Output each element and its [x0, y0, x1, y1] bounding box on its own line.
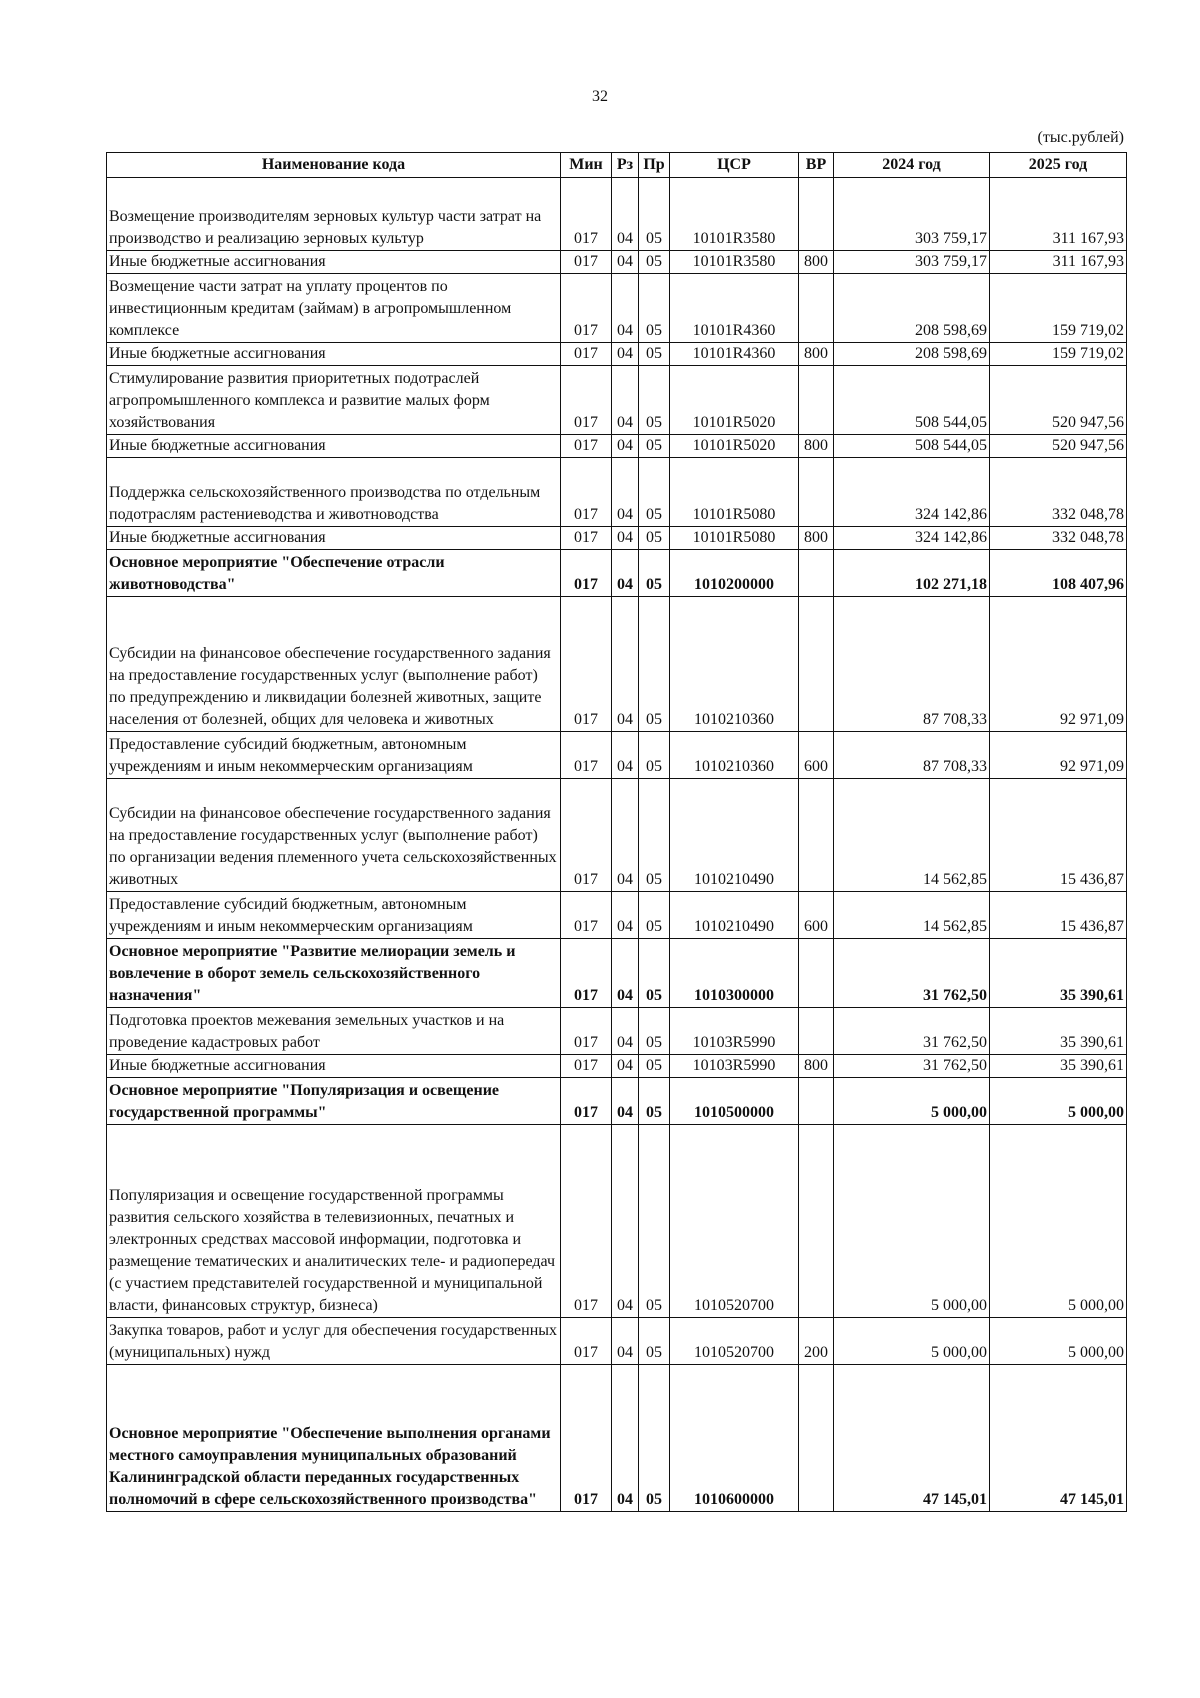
cell-name: Субсидии на финансовое обеспечение государственного задания на предоставление государственных услуг (выполнение работ) по предупреждению и ликвидации болезней животных, защите населения от болезней, общих для человека и животных	[107, 597, 561, 732]
cell-name: Иные бюджетные ассигнования	[107, 251, 561, 274]
cell-min: 017	[561, 732, 612, 779]
cell-pr: 05	[639, 1318, 670, 1365]
cell-csr: 10101R4360	[670, 274, 799, 343]
cell-min: 017	[561, 343, 612, 366]
cell-rz: 04	[612, 732, 639, 779]
cell-y2025: 5 000,00	[990, 1078, 1127, 1125]
cell-min: 017	[561, 939, 612, 1008]
cell-csr: 10101R4360	[670, 343, 799, 366]
cell-pr: 05	[639, 178, 670, 251]
cell-name: Субсидии на финансовое обеспечение государственного задания на предоставление государственных услуг (выполнение работ) по организации ведения племенного учета сельскохозяйственных животных	[107, 779, 561, 892]
cell-rz: 04	[612, 550, 639, 597]
cell-pr: 05	[639, 939, 670, 1008]
cell-y2024: 508 544,05	[834, 435, 990, 458]
budget-table	[106, 152, 1127, 1512]
cell-name: Популяризация и освещение государственной программы развития сельского хозяйства в телевизионных, печатных и электронных средствах массовой информации, подготовка и размещение тематических и аналитических теле- и радиопередач (с участием представителей государственной и муниципальной власти, финансовых структур, бизнеса)	[107, 1125, 561, 1318]
cell-pr: 05	[639, 1125, 670, 1318]
cell-pr: 05	[639, 550, 670, 597]
cell-csr: 10101R5080	[670, 527, 799, 550]
cell-min: 017	[561, 597, 612, 732]
cell-csr: 1010300000	[670, 939, 799, 1008]
cell-name: Иные бюджетные ассигнования	[107, 435, 561, 458]
table-row	[107, 366, 1127, 435]
cell-y2025: 92 971,09	[990, 597, 1127, 732]
cell-y2024: 5 000,00	[834, 1078, 990, 1125]
cell-rz: 04	[612, 1008, 639, 1055]
cell-min: 017	[561, 1008, 612, 1055]
cell-y2025: 35 390,61	[990, 1055, 1127, 1078]
cell-min: 017	[561, 550, 612, 597]
cell-y2024: 102 271,18	[834, 550, 990, 597]
cell-rz: 04	[612, 458, 639, 527]
cell-name: Иные бюджетные ассигнования	[107, 527, 561, 550]
cell-vr: 800	[799, 343, 834, 366]
header-csr: ЦСР	[670, 153, 799, 178]
cell-min: 017	[561, 435, 612, 458]
cell-rz: 04	[612, 597, 639, 732]
cell-y2024: 31 762,50	[834, 1008, 990, 1055]
cell-y2025: 311 167,93	[990, 178, 1127, 251]
cell-vr	[799, 178, 834, 251]
cell-y2025: 332 048,78	[990, 527, 1127, 550]
table-row	[107, 1318, 1127, 1365]
cell-name: Основное мероприятие "Обеспечение отрасли животноводства"	[107, 550, 561, 597]
cell-min: 017	[561, 892, 612, 939]
cell-vr	[799, 939, 834, 1008]
cell-y2024: 87 708,33	[834, 732, 990, 779]
header-2024: 2024 год	[834, 153, 990, 178]
table-row	[107, 458, 1127, 527]
cell-min: 017	[561, 1125, 612, 1318]
cell-csr: 1010200000	[670, 550, 799, 597]
cell-vr	[799, 1125, 834, 1318]
cell-pr: 05	[639, 1008, 670, 1055]
cell-y2024: 208 598,69	[834, 274, 990, 343]
header-rz: Рз	[612, 153, 639, 178]
table-row	[107, 550, 1127, 597]
header-2025: 2025 год	[990, 153, 1127, 178]
cell-csr: 1010600000	[670, 1365, 799, 1512]
cell-name: Стимулирование развития приоритетных подотраслей агропромышленного комплекса и развитие малых форм хозяйствования	[107, 366, 561, 435]
cell-csr: 1010520700	[670, 1318, 799, 1365]
table-row	[107, 435, 1127, 458]
cell-y2025: 159 719,02	[990, 343, 1127, 366]
cell-y2024: 208 598,69	[834, 343, 990, 366]
cell-csr: 10103R5990	[670, 1055, 799, 1078]
cell-vr	[799, 597, 834, 732]
cell-name: Подготовка проектов межевания земельных участков и на проведение кадастровых работ	[107, 1008, 561, 1055]
cell-min: 017	[561, 1055, 612, 1078]
cell-min: 017	[561, 458, 612, 527]
page-number: 32	[592, 88, 608, 105]
cell-name: Предоставление субсидий бюджетным, автономным учреждениям и иным некоммерческим организациям	[107, 892, 561, 939]
cell-name: Поддержка сельскохозяйственного производства по отдельным подотраслям растениеводства и животноводства	[107, 458, 561, 527]
table-row	[107, 597, 1127, 732]
cell-rz: 04	[612, 178, 639, 251]
cell-vr: 800	[799, 1055, 834, 1078]
table-row	[107, 1125, 1127, 1318]
cell-min: 017	[561, 178, 612, 251]
cell-vr	[799, 274, 834, 343]
units-note: (тыс.рублей)	[1037, 129, 1124, 146]
cell-rz: 04	[612, 1125, 639, 1318]
cell-pr: 05	[639, 1055, 670, 1078]
table-header-row	[107, 153, 1127, 178]
cell-name: Иные бюджетные ассигнования	[107, 1055, 561, 1078]
cell-csr: 10103R5990	[670, 1008, 799, 1055]
cell-csr: 10101R5080	[670, 458, 799, 527]
header-min: Мин	[561, 153, 612, 178]
cell-name: Возмещение части затрат на уплату процентов по инвестиционным кредитам (займам) в агропромышленном комплексе	[107, 274, 561, 343]
cell-rz: 04	[612, 939, 639, 1008]
cell-y2024: 5 000,00	[834, 1318, 990, 1365]
cell-pr: 05	[639, 1078, 670, 1125]
cell-min: 017	[561, 779, 612, 892]
cell-y2025: 520 947,56	[990, 435, 1127, 458]
cell-y2025: 5 000,00	[990, 1318, 1127, 1365]
header-name: Наименование кода	[107, 153, 561, 178]
cell-rz: 04	[612, 1078, 639, 1125]
cell-pr: 05	[639, 274, 670, 343]
cell-vr	[799, 550, 834, 597]
table-row	[107, 527, 1127, 550]
cell-y2025: 15 436,87	[990, 779, 1127, 892]
cell-pr: 05	[639, 366, 670, 435]
cell-pr: 05	[639, 892, 670, 939]
cell-rz: 04	[612, 366, 639, 435]
table-row	[107, 892, 1127, 939]
cell-pr: 05	[639, 597, 670, 732]
cell-name: Основное мероприятие "Популяризация и освещение государственной программы"	[107, 1078, 561, 1125]
cell-y2025: 15 436,87	[990, 892, 1127, 939]
cell-csr: 10101R5020	[670, 366, 799, 435]
cell-rz: 04	[612, 343, 639, 366]
cell-min: 017	[561, 1318, 612, 1365]
cell-csr: 10101R5020	[670, 435, 799, 458]
cell-csr: 1010210360	[670, 732, 799, 779]
cell-min: 017	[561, 1365, 612, 1512]
cell-pr: 05	[639, 343, 670, 366]
cell-rz: 04	[612, 274, 639, 343]
cell-name: Основное мероприятие "Обеспечение выполнения органами местного самоуправления муниципальных образований Калининградской области переданных государственных полномочий в сфере сельскохозяйственного производства"	[107, 1365, 561, 1512]
cell-y2024: 87 708,33	[834, 597, 990, 732]
table-row	[107, 1078, 1127, 1125]
cell-pr: 05	[639, 527, 670, 550]
cell-pr: 05	[639, 732, 670, 779]
cell-vr	[799, 366, 834, 435]
table-row	[107, 939, 1127, 1008]
table-row	[107, 1055, 1127, 1078]
cell-csr: 10101R3580	[670, 178, 799, 251]
cell-rz: 04	[612, 1365, 639, 1512]
header-pr: Пр	[639, 153, 670, 178]
cell-y2024: 14 562,85	[834, 779, 990, 892]
cell-y2024: 31 762,50	[834, 1055, 990, 1078]
cell-y2024: 31 762,50	[834, 939, 990, 1008]
cell-y2025: 5 000,00	[990, 1125, 1127, 1318]
cell-y2025: 159 719,02	[990, 274, 1127, 343]
cell-csr: 1010210490	[670, 779, 799, 892]
cell-name: Основное мероприятие "Развитие мелиорации земель и вовлечение в оборот земель сельскохозяйственного назначения"	[107, 939, 561, 1008]
cell-vr	[799, 1008, 834, 1055]
cell-y2024: 303 759,17	[834, 251, 990, 274]
cell-y2024: 303 759,17	[834, 178, 990, 251]
table-row	[107, 251, 1127, 274]
table-row	[107, 1365, 1127, 1512]
cell-y2025: 92 971,09	[990, 732, 1127, 779]
table-row	[107, 779, 1127, 892]
cell-rz: 04	[612, 892, 639, 939]
cell-y2024: 508 544,05	[834, 366, 990, 435]
cell-rz: 04	[612, 1055, 639, 1078]
cell-csr: 1010210490	[670, 892, 799, 939]
table-row	[107, 178, 1127, 251]
cell-y2025: 332 048,78	[990, 458, 1127, 527]
cell-y2025: 520 947,56	[990, 366, 1127, 435]
cell-name: Закупка товаров, работ и услуг для обеспечения государственных (муниципальных) нужд	[107, 1318, 561, 1365]
cell-vr	[799, 779, 834, 892]
cell-name: Возмещение производителям зерновых культур части затрат на производство и реализацию зерновых культур	[107, 178, 561, 251]
cell-y2024: 5 000,00	[834, 1125, 990, 1318]
cell-csr: 1010500000	[670, 1078, 799, 1125]
header-vr: ВР	[799, 153, 834, 178]
cell-pr: 05	[639, 779, 670, 892]
table-row	[107, 343, 1127, 366]
cell-rz: 04	[612, 1318, 639, 1365]
cell-y2024: 47 145,01	[834, 1365, 990, 1512]
cell-y2025: 35 390,61	[990, 939, 1127, 1008]
cell-vr	[799, 1365, 834, 1512]
cell-vr: 600	[799, 732, 834, 779]
cell-vr	[799, 1078, 834, 1125]
table-row	[107, 1008, 1127, 1055]
cell-csr: 1010520700	[670, 1125, 799, 1318]
cell-csr: 1010210360	[670, 597, 799, 732]
cell-y2025: 108 407,96	[990, 550, 1127, 597]
table-row	[107, 274, 1127, 343]
cell-min: 017	[561, 1078, 612, 1125]
cell-y2025: 35 390,61	[990, 1008, 1127, 1055]
cell-rz: 04	[612, 779, 639, 892]
cell-min: 017	[561, 251, 612, 274]
cell-y2024: 324 142,86	[834, 458, 990, 527]
cell-y2024: 324 142,86	[834, 527, 990, 550]
cell-vr: 800	[799, 251, 834, 274]
cell-rz: 04	[612, 251, 639, 274]
cell-pr: 05	[639, 1365, 670, 1512]
cell-vr: 200	[799, 1318, 834, 1365]
cell-pr: 05	[639, 458, 670, 527]
cell-min: 017	[561, 527, 612, 550]
cell-y2025: 311 167,93	[990, 251, 1127, 274]
cell-csr: 10101R3580	[670, 251, 799, 274]
cell-vr: 800	[799, 527, 834, 550]
cell-rz: 04	[612, 435, 639, 458]
cell-min: 017	[561, 274, 612, 343]
cell-vr: 600	[799, 892, 834, 939]
cell-name: Иные бюджетные ассигнования	[107, 343, 561, 366]
cell-y2025: 47 145,01	[990, 1365, 1127, 1512]
cell-y2024: 14 562,85	[834, 892, 990, 939]
cell-vr: 800	[799, 435, 834, 458]
cell-min: 017	[561, 366, 612, 435]
cell-name: Предоставление субсидий бюджетным, автономным учреждениям и иным некоммерческим организациям	[107, 732, 561, 779]
cell-vr	[799, 458, 834, 527]
cell-pr: 05	[639, 435, 670, 458]
table-row	[107, 732, 1127, 779]
cell-pr: 05	[639, 251, 670, 274]
cell-rz: 04	[612, 527, 639, 550]
